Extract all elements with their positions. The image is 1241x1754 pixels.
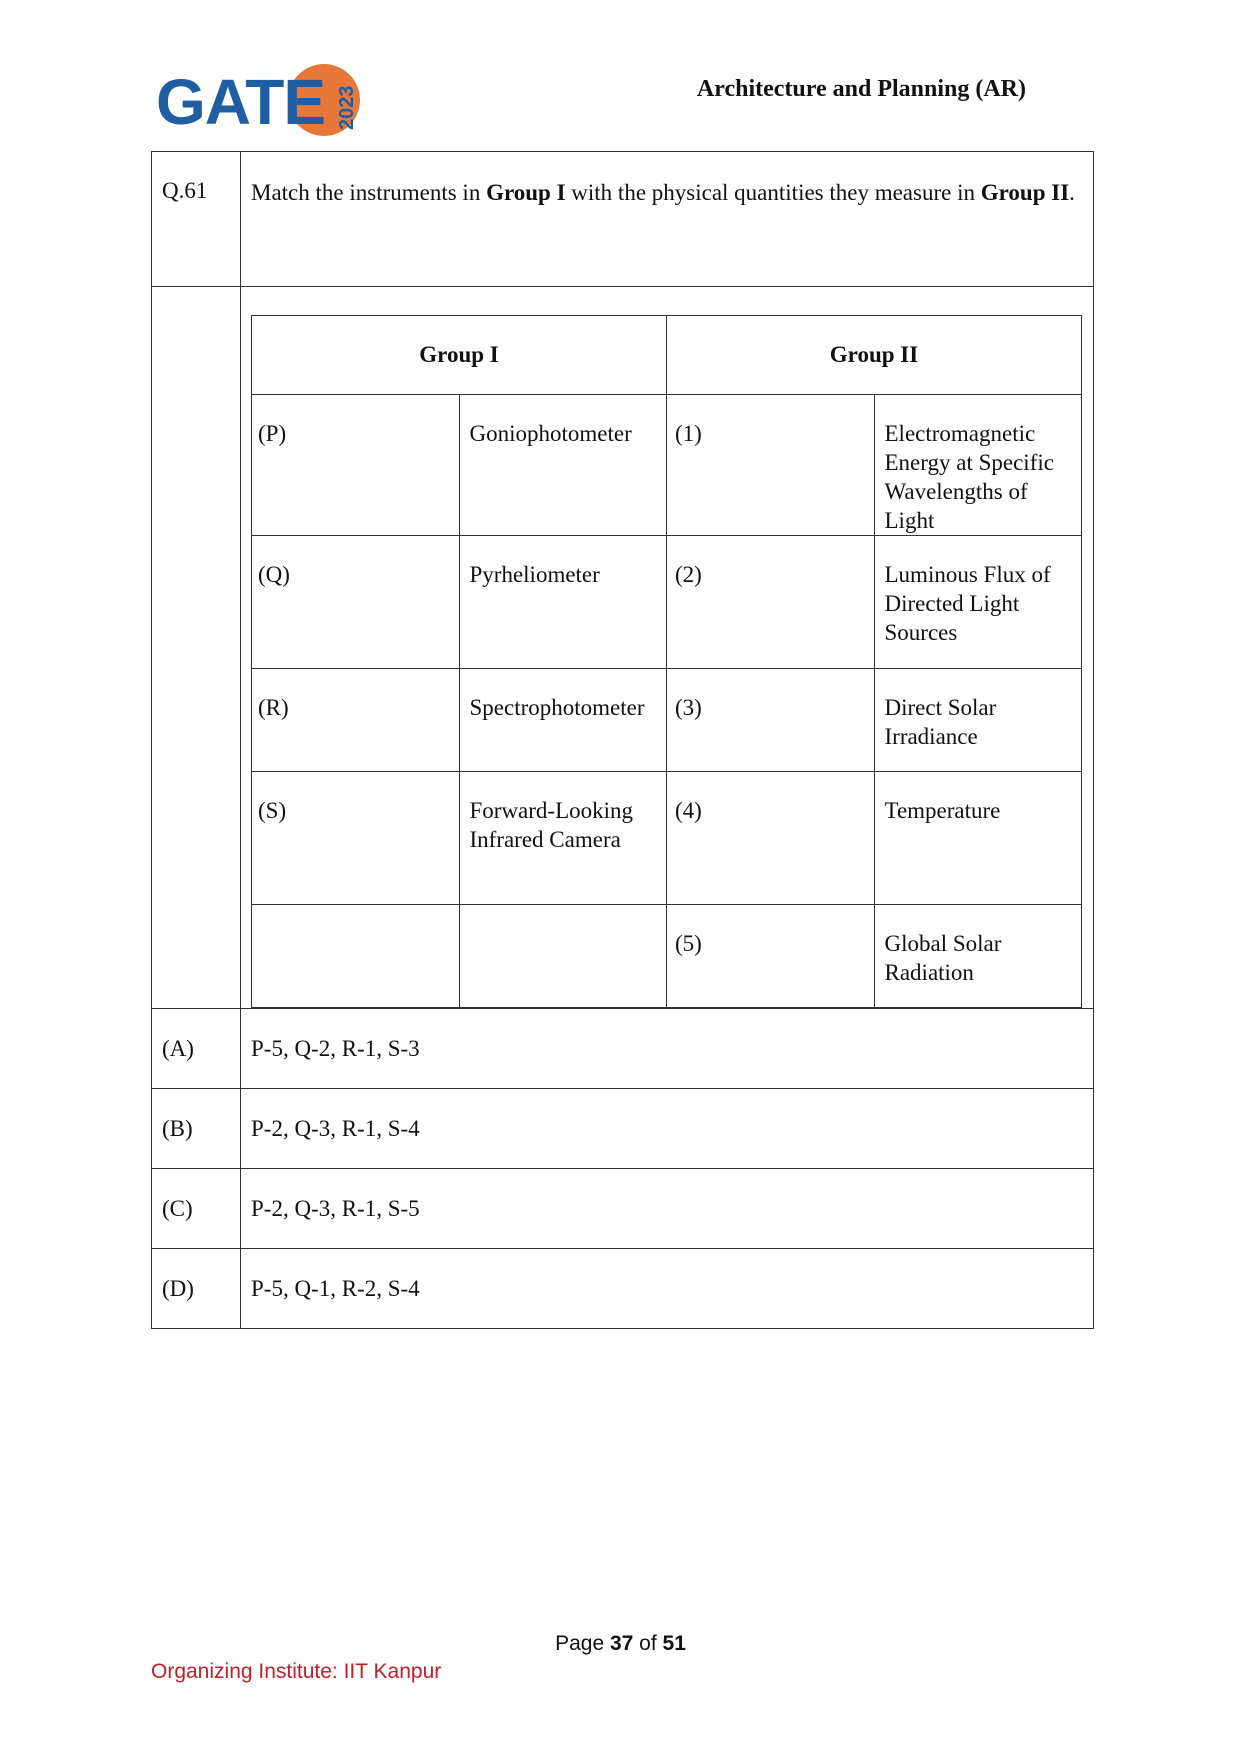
group1-label: (Q) bbox=[252, 536, 460, 669]
question-table bbox=[151, 151, 1094, 1329]
stem-text: Match the instruments in bbox=[251, 180, 487, 205]
match-row-p bbox=[252, 395, 1082, 536]
gate-logo bbox=[156, 62, 366, 142]
page-prefix: Page bbox=[555, 1632, 610, 1655]
group2-label: (1) bbox=[667, 395, 875, 536]
group1-item bbox=[459, 905, 667, 1008]
empty-cell bbox=[152, 287, 241, 1009]
group1-item: Goniophotometer bbox=[459, 395, 667, 536]
question-row bbox=[152, 152, 1094, 287]
group2-label: (2) bbox=[667, 536, 875, 669]
group2-item: Temperature bbox=[874, 772, 1082, 905]
option-text: P-2, Q-3, R-1, S-5 bbox=[241, 1169, 1094, 1249]
match-row-r bbox=[252, 669, 1082, 772]
group1-header: Group I bbox=[252, 316, 667, 395]
option-text: P-5, Q-1, R-2, S-4 bbox=[241, 1249, 1094, 1329]
group2-label: (5) bbox=[667, 905, 875, 1008]
option-row-a[interactable] bbox=[152, 1009, 1094, 1089]
paper-title: Architecture and Planning (AR) bbox=[696, 76, 1026, 102]
match-cell bbox=[241, 287, 1094, 1009]
group1-label: (P) bbox=[252, 395, 460, 536]
option-text: P-2, Q-3, R-1, S-4 bbox=[241, 1089, 1094, 1169]
page-number bbox=[0, 1632, 1241, 1656]
stem-text: with the physical quantities they measure in bbox=[565, 180, 981, 205]
match-row-5 bbox=[252, 905, 1082, 1008]
page-current: 37 bbox=[609, 1632, 634, 1655]
match-table bbox=[251, 315, 1082, 1008]
option-label: (C) bbox=[152, 1169, 241, 1249]
organizing-institute: Organizing Institute: IIT Kanpur bbox=[151, 1660, 442, 1683]
match-row-s bbox=[252, 772, 1082, 905]
group2-item: Electromagnetic Energy at Specific Wavelengths of Light bbox=[874, 395, 1082, 536]
group2-item: Direct Solar Irradiance bbox=[874, 669, 1082, 772]
logo-year: 2023 bbox=[336, 85, 358, 131]
option-row-b[interactable] bbox=[152, 1089, 1094, 1169]
stem-bold-group2: Group II bbox=[980, 180, 1070, 205]
option-label: (D) bbox=[152, 1249, 241, 1329]
group2-item: Luminous Flux of Directed Light Sources bbox=[874, 536, 1082, 669]
group1-label bbox=[252, 905, 460, 1008]
page-of: of bbox=[633, 1632, 663, 1655]
group2-header: Group II bbox=[667, 316, 1082, 395]
option-row-d[interactable] bbox=[152, 1249, 1094, 1329]
group1-item: Forward-Looking Infrared Camera bbox=[459, 772, 667, 905]
option-label: (B) bbox=[152, 1089, 241, 1169]
option-row-c[interactable] bbox=[152, 1169, 1094, 1249]
group1-label: (S) bbox=[252, 772, 460, 905]
group2-label: (3) bbox=[667, 669, 875, 772]
group1-label: (R) bbox=[252, 669, 460, 772]
group1-item: Spectrophotometer bbox=[459, 669, 667, 772]
stem-text: . bbox=[1069, 180, 1075, 205]
group2-item: Global Solar Radiation bbox=[874, 905, 1082, 1008]
match-row bbox=[152, 287, 1094, 1009]
logo-text: GATE bbox=[156, 66, 326, 138]
option-label: (A) bbox=[152, 1009, 241, 1089]
question-stem bbox=[241, 152, 1094, 287]
stem-bold-group1: Group I bbox=[486, 180, 566, 205]
option-text: P-5, Q-2, R-1, S-3 bbox=[241, 1009, 1094, 1089]
question-number: Q.61 bbox=[152, 152, 241, 287]
match-row-q bbox=[252, 536, 1082, 669]
page-total: 51 bbox=[662, 1632, 686, 1655]
group1-item: Pyrheliometer bbox=[459, 536, 667, 669]
group2-label: (4) bbox=[667, 772, 875, 905]
match-header-row bbox=[252, 316, 1082, 395]
